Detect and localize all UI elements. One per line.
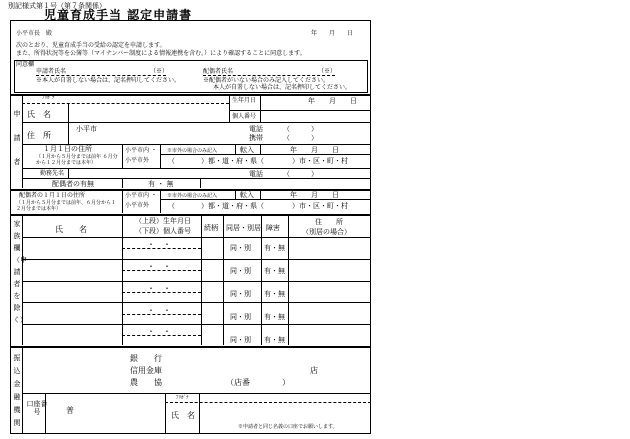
applicant-outside-note: ※市外の場合のみ記入 [167,148,218,154]
family-col-birth-upper: （上段）生年月日 [135,217,191,225]
applicant-city: 小平市 [76,125,97,133]
family-section-label: 家族欄（申請者を除く） [13,220,27,324]
applicant-work-phone-label: 電話 [249,170,263,178]
form-number: 別記様式第１号（第７条関係） [8,2,106,10]
spouse-outside-note: ※市外の場合のみ記入 [167,193,218,199]
consent-spouse-seal: （※） [318,68,337,75]
applicant-phone-input[interactable]: （ ） [283,125,318,133]
applicant-section-label: 申請者 [13,110,21,166]
family-col-birth-lower: （下段）個人番号 [135,227,191,235]
applicant-jan1-label: １月１日の住所 [43,145,92,153]
applicant-birth-label: 生年月日 [232,97,257,104]
spouse-jan1-note: （１月から５月分までは前年、６月分から１２月分までは本年） [16,200,117,212]
family-col-address: 住 所 [315,218,343,226]
applicant-moved-in-label: 転入 [240,146,254,154]
consent-spouse-note-2: 本人が自署しない場合は、記名押印してください。 [213,84,352,91]
spouse-presence-label: 配偶者の有無 [52,180,94,188]
consent-spouse-label: 配偶者氏名 [203,68,234,75]
applicant-personal-no-input[interactable] [262,112,368,120]
bank-type-nokyo[interactable]: 農 協 [130,378,162,387]
holder-name-label: 氏 名 [171,411,195,420]
bank-type-bank[interactable]: 銀 行 [130,354,162,363]
spouse-moved-in-date[interactable]: 年 月 日 [290,191,339,199]
applicant-phone-label: 電話 [249,125,263,133]
holder-furigana-label: ﾌﾘｶﾞﾅ [176,395,189,401]
consent-applicant-label: 申請者氏名 [36,68,67,75]
account-number-label: 口座番号 [26,400,48,416]
consent-applicant-seal: （※） [150,68,169,75]
intro-line-1: 次のとおり、児童育成手当の受給の認定を申請します。 [16,42,166,49]
consent-spouse-note-1: ※配偶者がいない場合のみ記入してください。 [203,77,330,84]
applicant-jan1-note: （１月から５月分までは前年 ６月分から１２月分までは本年） [36,154,118,166]
family-col-cohabit: 同居・別居 [226,224,261,232]
spouse-kodaira-outside[interactable]: 小平市外 [125,202,150,209]
applicant-name-label: 氏 名 [27,110,51,119]
applicant-kodaira-outside[interactable]: 小平市外 [125,157,150,164]
consent-spouse-line[interactable] [203,75,335,76]
account-number-input[interactable] [78,396,162,430]
consent-applicant-line[interactable] [36,75,166,76]
bank-type-shinkin[interactable]: 信用金庫 [130,366,162,375]
bank-branch-label: 店 [310,366,318,375]
family-col-address-note: （別居の場合） [302,228,351,236]
intro-line-2: また、所得状況等を公簿等（マイナンバー制度による情報連携を含む。）により確認することに同意します。 [16,50,306,57]
spouse-kodaira-inside[interactable]: 小平市内 [125,192,150,199]
bank-branch-number[interactable]: （店番 ） [226,378,290,387]
applicant-jan1-address-units[interactable]: ）都・道・府・県（ ）市・区・町・村 [201,157,348,165]
consent-label: 同意欄 [16,61,35,68]
applicant-personal-no-label: 個人番号 [232,113,257,120]
holder-name-input[interactable] [202,404,367,418]
applicant-mobile-input[interactable]: （ ） [283,134,318,142]
application-date[interactable]: 年 月 日 [311,30,354,37]
bank-section-label: 振込金融機関 [13,354,21,427]
spouse-presence-value[interactable]: 有 ・ 無 [148,180,174,188]
applicant-moved-in-date[interactable]: 年 月 日 [290,146,339,154]
bank-note: ※申請者と同じ名義の口座でお願いします。 [238,424,338,430]
applicant-work-phone-input[interactable]: （ ） [283,170,318,178]
spouse-jan1-label: 配偶者の１月１日の住所 [19,192,86,199]
account-type: 普 [66,406,74,415]
spouse-jan1-address-units[interactable]: ）都・道・府・県（ ）市・区・町・村 [201,202,348,210]
family-col-name: 氏 名 [55,225,87,234]
applicant-workplace-label: 勤務先名 [40,170,65,177]
applicant-name-input[interactable] [70,104,226,120]
applicant-birth-date[interactable]: 年 月 日 [308,97,357,105]
applicant-kodaira-inside[interactable]: 小平市内 [125,147,150,154]
applicant-address-label: 住 所 [27,131,51,140]
spouse-moved-in-label: 転入 [240,191,254,199]
family-col-disability: 障害 [266,224,280,232]
applicant-mobile-label: 携帯 [249,134,263,142]
addressee: 小平市長 殿 [16,30,53,37]
consent-applicant-note: ※本人が自署しない場合は、記名押印してください。 [36,77,181,84]
applicant-furigana-label: ﾌﾘｶﾞﾅ [42,95,55,101]
page-title: 児童育成手当 認定申請書 [44,8,193,22]
family-col-relation: 続柄 [204,224,218,232]
